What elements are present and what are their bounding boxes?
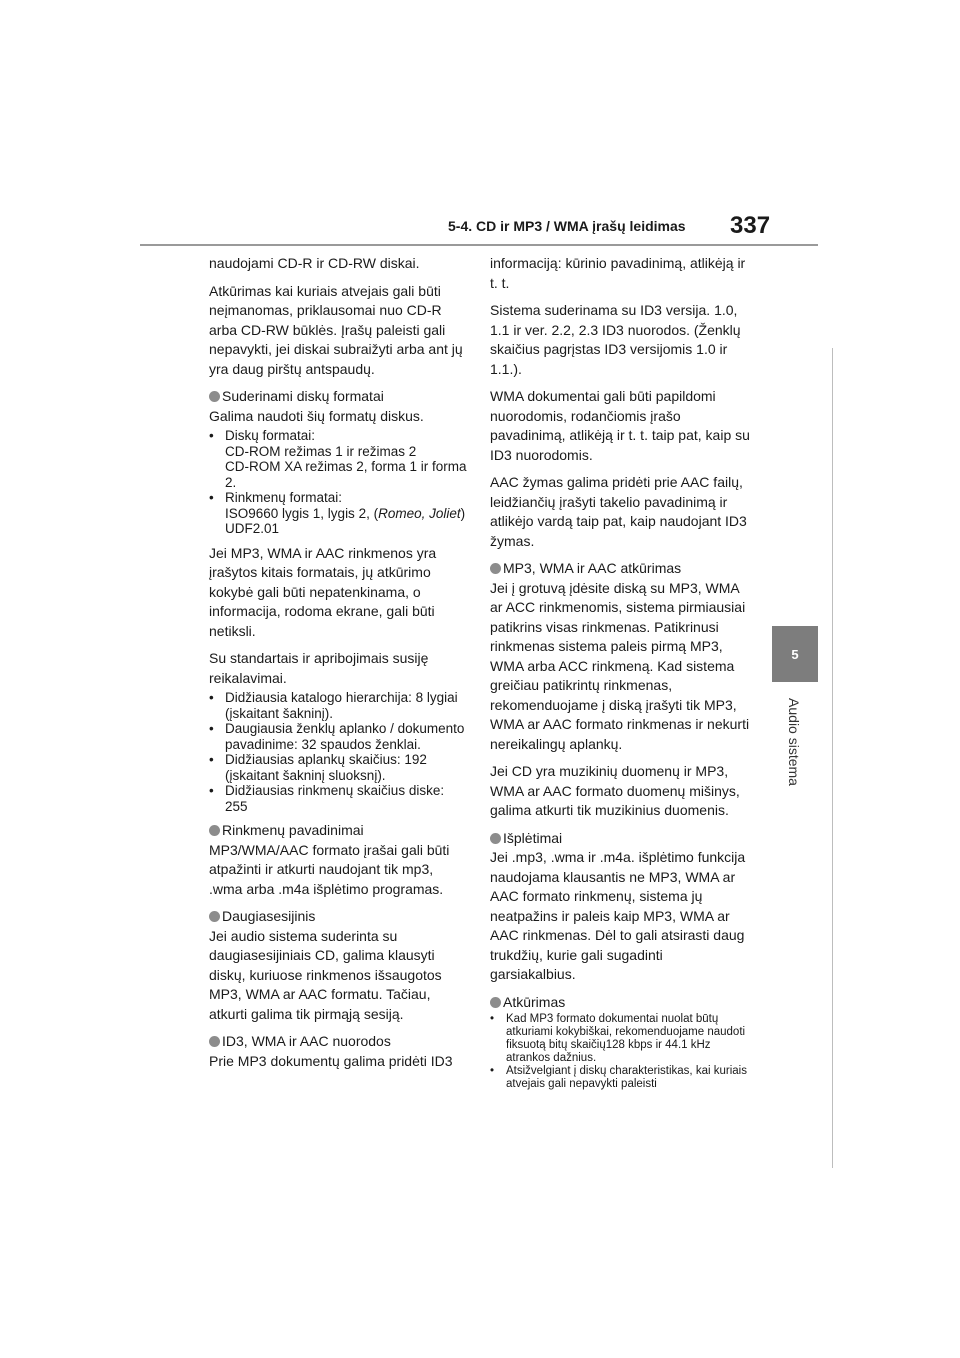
text-run: ) [460, 505, 466, 521]
header-rule [140, 244, 818, 246]
paragraph: Prie MP3 dokumentų galima pridėti ID3 [209, 1052, 453, 1069]
list-item: • Didžiausias rinkmenų skaičius diske: 255 [209, 783, 469, 814]
bullet-circle-icon [209, 911, 220, 922]
list-item-text: Kad MP3 formato dokumentai nuolat būtų atkuriami kokybiškai, rekomenduojame naudoti fiksuotą bitų skaičių128 kbps ir 44.1 kHz atrankos dažnius. [506, 1013, 746, 1064]
paragraph: Atkūrimas kai kuriais atvejais gali būti neįmanomas, priklausomai nuo CD-R arba CD-RW būklės. Įrašų paleisti gali nepavykti, jei diskai subraižyti arba ant jų yra daug pirštų antspaudų. [209, 282, 463, 377]
list-item: • Didžiausias aplankų skaičius: 192 (įskaitant šakninį sluoksnį). [209, 752, 469, 783]
bullet-circle-icon [209, 391, 220, 402]
list-item-text: Diskų formatai: [225, 428, 316, 443]
section-heading [490, 993, 750, 1013]
section-heading-text: Išplėtimai [503, 829, 563, 846]
section-heading-text: Rinkmenų pavadinimai [222, 822, 364, 838]
bullet-circle-icon [490, 563, 501, 574]
paragraph: Jei .mp3, .wma ir .m4a. išplėtimo funkcija naudojama klausantis ne MP3, WMA ar AAC formato rinkmenų, sistema jų neatpažins ir paleis kaip MP3, WMA ar AAC rinkmenas. Dėl to gali atsirasti daug trukdžių, kurie gali sugadinti garsiakalbius. [490, 849, 746, 982]
section-heading [490, 829, 750, 849]
bullet-circle-icon [209, 1036, 220, 1047]
italic-text: Romeo, Joliet [378, 505, 461, 521]
chapter-tab: 5 [772, 626, 818, 682]
right-column [490, 254, 750, 1098]
text-run: ISO9660 lygis 1, lygis 2, ( [225, 505, 379, 521]
list-item-text: Daugiausia ženklų aplanko / dokumento pavadinime: 32 spaudos ženklai. [225, 721, 465, 752]
section-heading [209, 387, 469, 407]
bullet-list [209, 690, 469, 814]
bullet-circle-icon [490, 833, 501, 844]
paragraph: Jei CD yra muzikinių duomenų ir MP3, WMA ar AAC formato duomenų mišinys, galima atkurti tik muzikinius duomenis. [490, 763, 740, 818]
section-heading-text: Suderinami diskų formatai [222, 388, 384, 404]
page-number: 337 [730, 212, 771, 239]
bullet-circle-icon [209, 825, 220, 836]
header-title: 5-4. CD ir MP3 / WMA įrašų leidimas [448, 218, 686, 234]
section-heading-text: MP3, WMA ir AAC atkūrimas [503, 560, 682, 576]
list-item-text: Didžiausias rinkmenų skaičius diske: 255 [225, 783, 445, 814]
bullet-circle-icon [490, 997, 501, 1008]
list-item-text [225, 506, 469, 522]
paragraph: Su standartais ir apribojimais susiję reikalavimai. [209, 650, 429, 686]
list-item-text: CD-ROM režimas 1 ir režimas 2 [225, 443, 417, 459]
side-divider [832, 348, 833, 1168]
section-heading-text: ID3, WMA ir AAC nuorodos [222, 1033, 391, 1049]
left-column [209, 254, 469, 1079]
section-heading [490, 559, 750, 579]
list-item-text: Atsižvelgiant į diskų charakteristikas, kai kuriais atvejais gali nepavykti paleisti [506, 1065, 747, 1090]
paragraph: AAC žymas galima pridėti prie AAC failų, leidžiančių įrašyti takelio pavadinimą ir atlikėjo vardą taip pat, kaip naudojant ID3 žymas. [490, 474, 747, 549]
paragraph: Sistema suderinama su ID3 versija. 1.0, 1.1 ir ver. 2.2, 2.3 ID3 nuorodos. (Ženklų skaičius pagrįstas ID3 versijomis 1.0 ir 1.1.). [490, 302, 741, 377]
list-item-text: Rinkmenų formatai: [225, 490, 343, 505]
list-item: • Rinkmenų formatai: ISO9660 lygis 1, lygis 2, (Romeo, Joliet) UDF2.01 [209, 490, 469, 537]
paragraph: Jei į grotuvą įdėsite diską su MP3, WMA ar ACC rinkmenomis, sistema pirmiausiai patikrins visas rinkmenas. Patikrinusi rinkmenas sistema paleis pirmą MP3, WMA arba ACC rinkmeną. Kad sistema greičiau patikrintų rinkmenas, rekomenduojame į diską įrašyti tik MP3, WMA ar AAC formato rinkmenas ir nekurti nereikalingų aplankų. [490, 579, 750, 752]
section-heading [209, 1032, 469, 1052]
section-heading [209, 907, 469, 927]
list-item-text: UDF2.01 [225, 521, 280, 536]
list-item-text: Didžiausia katalogo hierarchija: 8 lygiai (įskaitant šakninį). [225, 690, 458, 721]
chapter-label-text: Audio sistema [786, 698, 802, 786]
list-item-text: Didžiausias aplankų skaičius: 192 (įskaitant šakninį sluoksnį). [225, 752, 427, 783]
list-item: • Daugiausia ženklų aplanko / dokumento pavadinime: 32 spaudos ženklai. [209, 721, 469, 752]
list-item: • Diskų formatai: CD-ROM režimas 1 ir režimas 2 CD-ROM XA režimas 2, forma 1 ir forma 2. [209, 428, 469, 490]
section-heading-text: Daugiasesijinis [222, 908, 316, 924]
chapter-label [784, 692, 804, 792]
list-item: • Kad MP3 formato dokumentai nuolat būtų atkuriami kokybiškai, rekomenduojame naudoti fiksuotą bitų skaičių128 kbps ir 44.1 kHz atrankos dažnius. [490, 1013, 750, 1065]
paragraph: Jei audio sistema suderinta su daugiasesijiniais CD, galima klausyti diskų, kuriuose rinkmenos išsaugotos MP3, WMA ar AAC formatu. Tačiau, atkurti galima tik pirmąją sesiją. [209, 927, 442, 1022]
paragraph: naudojami CD-R ir CD-RW diskai. [209, 255, 420, 271]
list-item: • Didžiausia katalogo hierarchija: 8 lygiai (įskaitant šakninį). [209, 690, 469, 721]
paragraph: Jei MP3, WMA ir AAC rinkmenos yra įrašytos kitais formatais, jų atkūrimo kokybė gali būti nepatenkinama, o informacija, rodoma ekrane, gali būti netiksli. [209, 544, 437, 639]
paragraph: WMA dokumentai gali būti papildomi nuorodomis, rodančiomis įrašo pavadinimą, atlikėją ir t. t. taip pat, kaip su ID3 nuorodomis. [490, 388, 750, 463]
paragraph: MP3/WMA/AAC formato įrašai gali būti atpažinti ir atkurti naudojant tik mp3, .wma arba .m4a išplėtimo programas. [209, 841, 450, 897]
section-heading-text: Atkūrimas [503, 993, 566, 1010]
list-item: • Atsižvelgiant į diskų charakteristikas, kai kuriais atvejais gali nepavykti paleisti [490, 1065, 750, 1091]
bullet-list [209, 428, 469, 537]
paragraph: informaciją: kūrinio pavadinimą, atlikėją ir t. t. [490, 255, 746, 291]
section-heading [209, 821, 469, 841]
list-item-text: CD-ROM XA režimas 2, forma 1 ir forma 2. [225, 459, 467, 490]
paragraph: Galima naudoti šių formatų diskus. [209, 407, 424, 424]
bullet-list [490, 1013, 750, 1091]
